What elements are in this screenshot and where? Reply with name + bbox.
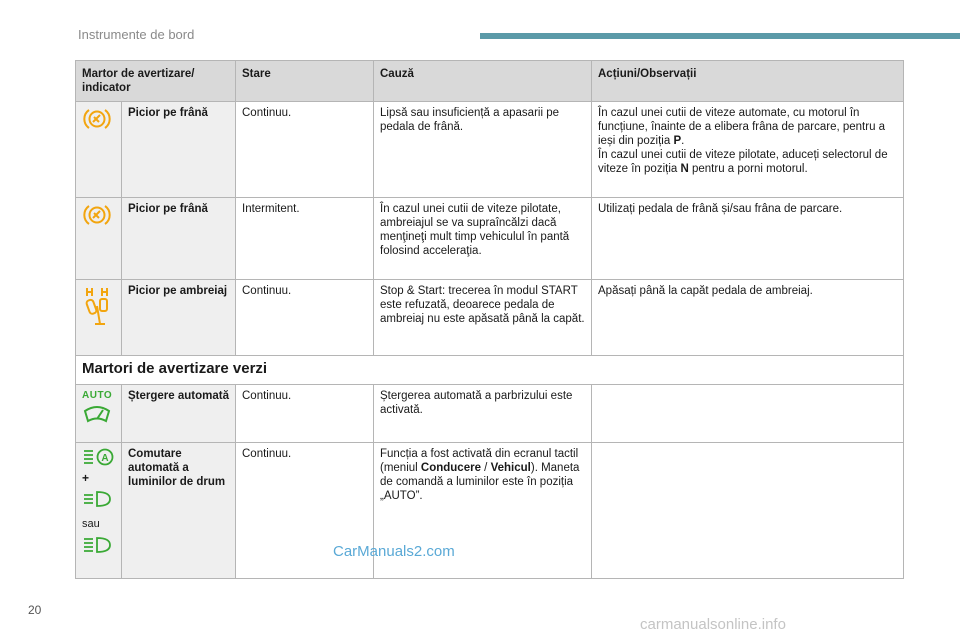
page-header-title: Instrumente de bord <box>78 27 195 42</box>
indicator-name: Picior pe frână <box>122 102 236 198</box>
column-header-indicator: Martor de avertizare/ indicator <box>76 61 236 102</box>
indicator-icon-cell <box>76 385 122 443</box>
indicator-action <box>592 443 904 579</box>
high-beam-icon <box>82 535 114 555</box>
indicator-name: Comutare automată a luminilor de drum <box>122 443 236 579</box>
watermark-link[interactable]: CarManuals2.com <box>333 543 455 560</box>
svg-text:A: A <box>101 453 109 464</box>
indicator-cause: În cazul unei cutii de viteze pilotate, ambreiajul se va supraîncălzi dacă menţineţi mult timp vehiculul în pantă folosind acceleraţia. <box>374 198 592 280</box>
indicator-cause: Ștergerea automată a parbrizului este activată. <box>374 385 592 443</box>
section-title: Martori de avertizare verzi <box>76 356 904 385</box>
page-number: 20 <box>28 603 42 617</box>
indicator-name: Ștergere automată <box>122 385 236 443</box>
table-header-row <box>76 61 904 102</box>
column-header-action: Acțiuni/Observații <box>592 61 904 102</box>
warning-lights-table <box>75 60 904 579</box>
indicator-state: Continuu. <box>236 102 374 198</box>
auto-label: AUTO <box>82 390 113 401</box>
column-header-cause: Cauză <box>374 61 592 102</box>
indicator-cause: Stop & Start: trecerea în modul START este refuzată, deoarece pedala de ambreiaj nu este apăsată până la capăt. <box>374 280 592 356</box>
indicator-state: Continuu. <box>236 280 374 356</box>
indicator-cause: Funcția a fost activată din ecranul tactil (meniul Conducere / Vehicul). Maneta de comandă a luminilor este în poziția „AUTO”. <box>374 443 592 579</box>
indicator-icon-cell <box>76 280 122 356</box>
column-header-state: Stare <box>236 61 374 102</box>
brake-foot-icon <box>82 106 112 132</box>
indicator-name: Picior pe ambreiaj <box>122 280 236 356</box>
indicator-state: Continuu. <box>236 385 374 443</box>
brake-foot-icon <box>82 202 112 228</box>
table-row <box>76 102 904 198</box>
indicator-state: Intermitent. <box>236 198 374 280</box>
clutch-pedal-icon <box>82 284 112 328</box>
plus-sign: + <box>82 471 90 485</box>
auto-high-beam-icon <box>82 447 114 467</box>
indicator-action: Apăsați până la capăt pedala de ambreiaj. <box>592 280 904 356</box>
wiper-icon <box>82 403 112 425</box>
indicator-action: În cazul unei cutii de viteze automate, cu motorul în funcțiune, înainte de a elibera frâna de parcare, pentru a ieși din poziția P. În cazul unei cutii de viteze pilotate, aduceți selectorul de viteze în poziția N pentru a porni motorul. <box>592 102 904 198</box>
indicator-icon-cell <box>76 443 122 579</box>
header-accent-bar <box>480 33 960 39</box>
indicator-name: Picior pe frână <box>122 198 236 280</box>
section-header-row <box>76 356 904 385</box>
footer-site-watermark: carmanualsonline.info <box>640 616 786 633</box>
high-beam-icon <box>82 489 114 509</box>
or-label: sau <box>82 518 100 530</box>
indicator-state: Continuu. <box>236 443 374 579</box>
indicator-icon-cell <box>76 102 122 198</box>
table-row <box>76 198 904 280</box>
table-row <box>76 385 904 443</box>
indicator-action <box>592 385 904 443</box>
indicator-cause: Lipsă sau insuficiență a apasarii pe pedala de frână. <box>374 102 592 198</box>
table-row <box>76 280 904 356</box>
indicator-action: Utilizați pedala de frână și/sau frâna de parcare. <box>592 198 904 280</box>
indicator-icon-cell <box>76 198 122 280</box>
table-row <box>76 443 904 579</box>
